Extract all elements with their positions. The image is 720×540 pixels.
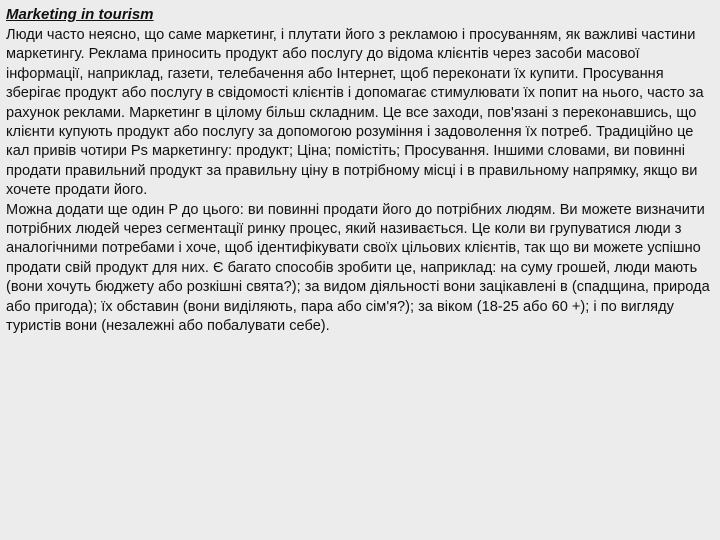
document-page <box>6 4 714 337</box>
paragraph-1: Люди часто неясно, що саме маркетинг, і плутати його з рекламою і просуванням, як важливі частини маркетингу. Реклама приносить продукт або послугу до відома клієнтів через засоби масової інформації, наприклад, газети, телебачення або Інтернет, щоб переконати їх купити. Просування зберігає продукт або послугу в свідомості клієнтів і допомагає стимулювати їх попит на нього, часто за рахунок реклами. Маркетинг в цілому більш складним. Це все заходи, пов'язані з переконавшись, що клієнти купують продукт або послугу за допомогою розуміння і задоволення їх потреб. Традиційно це кал привів чотири Ps маркетингу: продукт; Ціна; помістіть; Просування. Іншими словами, ви повинні продати правильний продукт за правильну ціну в потрібному місці і в правильному напрямку, якщо ви хочете продати його. <box>6 27 704 199</box>
paragraph-2: Можна додати ще один P до цього: ви повинні продати його до потрібних людям. Ви можете визначити потрібних людей через сегментації ринку процес, який називається. Це коли ви групуватися люди з аналогічними потребами і хоче, щоб ідентифікувати своїх цільових клієнтів, так що ви можете успішно продати свій продукт для них. Є багато способів зробити це, наприклад: на суму грошей, люди мають (вони хочуть бюджету або розкішні свята?); за видом діяльності вони зацікавлені в (спадщина, природа або пригода); їх обставин (вони виділяють, пара або сім'я?); за віком (18-25 або 60 +); і по вигляду туристів вони (незалежні або побалувати себе). <box>6 201 710 335</box>
document-title: Marketing in tourism <box>6 6 154 23</box>
